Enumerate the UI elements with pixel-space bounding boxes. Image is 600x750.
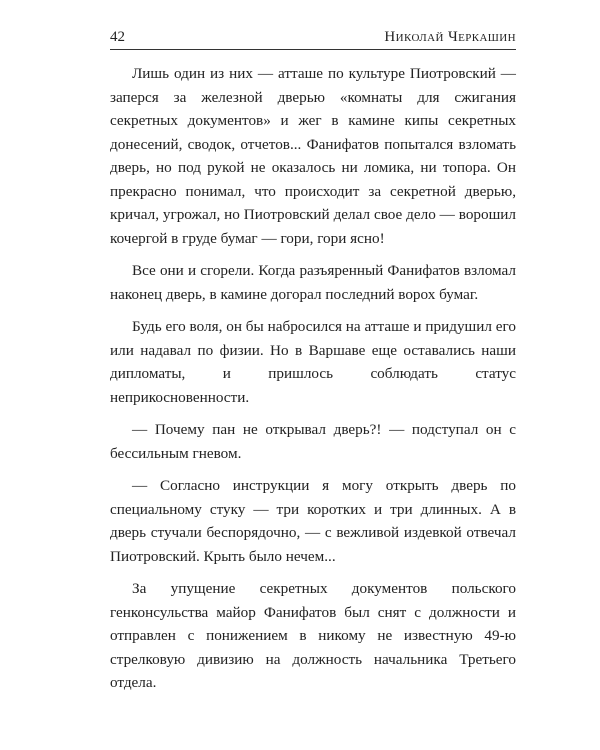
paragraph: — Почему пан не открывал дверь?! — подступал он с бессильным гневом. xyxy=(110,421,516,462)
running-head-author: Николай Черкашин xyxy=(384,29,516,45)
page-number: 42 xyxy=(110,29,125,45)
paragraph: — Согласно инструкции я могу открыть дверь по специальному стуку — три коротких и три длинных. А в дверь стучали беспорядочно, — с вежливой издевкой отвечал Пиотровский. Крыть было нечем... xyxy=(110,477,516,565)
paragraph: Лишь один из них — атташе по культуре Пиотровский — заперся за железной дверью «комнаты для сжигания секретных документов» и жег в камине кипы секретных донесений, сводок, отчетов... Фанифатов попытался взломать дверь, но под рукой не оказалось ни ломика, ни топора. Он прекрасно понимал, что происходит за секретной дверью, кричал, угрожал, но Пиотровский делал свое дело — ворошил кочергой в груде бумаг — гори, гори ясно! xyxy=(110,65,516,247)
paragraph: Все они и сгорели. Когда разъяренный Фанифатов взломал наконец дверь, в камине догорал последний ворох бумаг. xyxy=(110,262,516,303)
page-header xyxy=(110,27,516,50)
body-text xyxy=(110,62,516,695)
paragraph: Будь его воля, он бы набросился на атташе и придушил его или надавал по физии. Но в Варшаве еще оставались наши дипломаты, и пришлось соблюдать статус неприкосновенности. xyxy=(110,318,516,406)
paragraph: За упущение секретных документов польского генконсульства майор Фанифатов был снят с должности и отправлен с понижением в никому не известную 49-ю стрелковую дивизию на должность начальника Третьего отдела. xyxy=(110,580,516,691)
